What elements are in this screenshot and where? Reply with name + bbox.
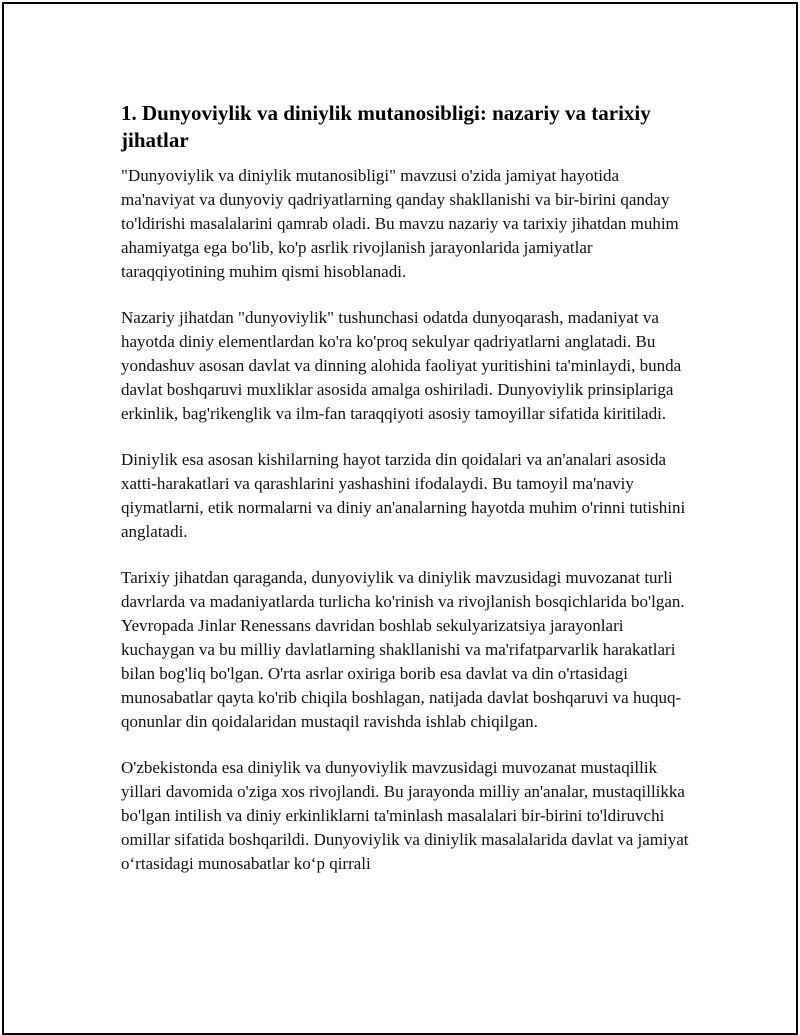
paragraph-theoretical: Nazariy jihatdan "dunyoviylik" tushunchasi odatda dunyoqarash, madaniyat va hayotda diniy elementlardan ko'ra ko'proq sekulyar qadriyatlarni anglatadi. Bu yondashuv asosan davlat va dinning alohida faoliyat yuritishini ta'minlaydi, bunda davlat boshqaruvi muxliklar asosida amalga oshiriladi. Dunyoviylik prinsiplariga erkinlik, bag'rikenglik va ilm-fan taraqqiyoti asosiy tamoyillar sifatida kiritiladi. — [121, 308, 682, 423]
document-body — [121, 100, 691, 898]
document-page — [2, 2, 798, 1035]
paragraph-religiosity: Diniylik esa asosan kishilarning hayot tarzida din qoidalari va an'analari asosida xatti-harakatlari va qarashlarini yashashini ifodalaydi. Bu tamoyil ma'naviy qiymatlarni, etik normalarni va diniy an'analarning hayotda muhim o'rinni tutishini anglatadi. — [121, 450, 686, 541]
paragraph-intro: "Dunyoviylik va diniylik mutanosibligi" mavzusi o'zida jamiyat hayotida ma'naviyat va dunyoviy qadriyatlarning qanday shakllanishi va bir-birini qanday to'ldirishi masalalarini qamrab oladi. Bu mavzu nazariy va tarixiy jihatdan muhim ahamiyatga ega bo'lib, ko'p asrlik rivojlanish jarayonlarida jamiyatlar taraqqiyotining muhim qismi hisoblanadi. — [121, 166, 679, 281]
paragraph-historical: Tarixiy jihatdan qaraganda, dunyoviylik va diniylik mavzusidagi muvozanat turli davrlarda va madaniyatlarda turlicha ko'rinish va rivojlanish bosqichlarida bo'lgan. Yevropada Jinlar Renessans davridan boshlab sekulyarizatsiya jarayonlari kuchaygan va bu milliy davlatlarning shakllanishi va ma'rifatparvarlik harakatlari bilan bog'liq bo'lgan. O'rta asrlar oxiriga borib esa davlat va din o'rtasidagi munosabatlar qayta ko'rib chiqila boshlagan, natijada davlat boshqaruvi va huquq-qonunlar din qoidalaridan mustaqil ravishda ishlab chiqilgan. — [121, 568, 685, 731]
section-heading: 1. Dunyoviylik va diniylik mutanosibligi: nazariy va tarixiy jihatlar — [121, 101, 651, 152]
paragraph-uzbekistan: O'zbekistonda esa diniylik va dunyoviylik mavzusidagi muvozanat mustaqillik yillari davomida o'ziga xos rivojlandi. Bu jarayonda milliy an'analar, mustaqillikka bo'lgan intilish va diniy erkinliklarni ta'minlash masalalari bir-birini to'ldiruvchi omillar sifatida boshqarildi. Dunyoviylik va diniylik masalalarida davlat va jamiyat oʻrtasidagi munosabatlar koʻp qirrali — [121, 758, 689, 873]
